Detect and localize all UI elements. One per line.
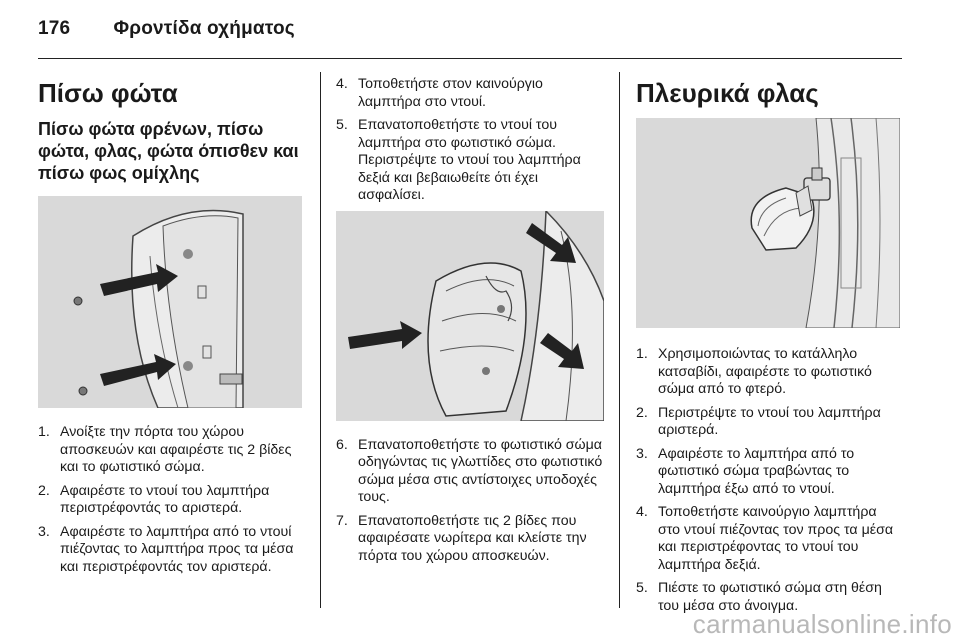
middle-steps-top <box>336 76 604 205</box>
list-item: 4. Τοποθετήστε στον καινούργιο λαμπτήρα στο ντουί. <box>336 76 543 110</box>
middle-column <box>336 76 604 571</box>
side-indicator-illustration <box>636 118 900 328</box>
list-item: 3. Αφαιρέστε το λαμπτήρα από το ντουί πιέζοντας το λαμπτήρα προς τα μέσα και περιστρέφοντάς τον αριστερά. <box>38 523 294 575</box>
right-steps <box>636 346 902 615</box>
column-divider-2 <box>619 72 620 608</box>
list-item: 2. Αφαιρέστε το ντουί του λαμπτήρα περιστρέφοντάς το αριστερά. <box>38 482 270 516</box>
chapter-title: Φροντίδα οχήματος <box>113 18 295 39</box>
subsection-title: Πίσω φώτα φρένων, πίσω φώτα, φλας, φώτα όπισθεν και πίσω φως ομίχλης <box>38 119 299 183</box>
rear-light-illustration <box>38 196 302 408</box>
right-column <box>636 70 902 621</box>
list-item: 4. Τοποθετήστε καινούργιο λαμπτήρα στο ντουί πιέζοντας τον προς τα μέσα και περιστρέφοντας το ντουί του λαμπτήρα δεξιά. <box>636 504 894 573</box>
figure-rear-light-install <box>336 211 604 421</box>
list-item: 5. Πιέστε το φωτιστικό σώμα στη θέση του μέσα στο άνοιγμα. <box>636 580 882 614</box>
page-header <box>38 18 295 40</box>
list-item: 1. Ανοίξτε την πόρτα του χώρου αποσκευών και αφαιρέστε τις 2 βίδες και το φωτιστικό σώμα. <box>38 424 292 475</box>
list-item: 7. Επανατοποθετήστε τις 2 βίδες που αφαιρέσατε νωρίτερα και κλείστε την πόρτα του χώρου αποσκευών. <box>336 512 587 564</box>
section-title-side-indicators: Πλευρικά φλας <box>636 78 819 108</box>
section-title-rear-lights: Πίσω φώτα <box>38 78 178 108</box>
list-item: 6. Επανατοποθετήστε το φωτιστικό σώμα οδηγώντας τις γλωττίδες στο φωτιστικό σώμα μέσα στις αντίστοιχες υποδοχές τους. <box>336 436 603 505</box>
rear-light-install-illustration <box>336 211 604 421</box>
list-item: 5. Επανατοποθετήστε το ντουί του λαμπτήρα στο φωτιστικό σώμα. Περιστρέψτε το ντουί του λαμπτήρα δεξιά και βεβαιωθείτε ότι έχει ασφαλίσει. <box>336 117 581 203</box>
left-column <box>38 70 304 582</box>
left-steps <box>38 424 304 576</box>
column-divider-1 <box>320 72 321 608</box>
middle-steps-bottom <box>336 437 604 566</box>
list-item: 3. Αφαιρέστε το λαμπτήρα από το φωτιστικό σώμα τραβώντας το λαμπτήρα έξω από το ντουί. <box>636 445 855 497</box>
page-number: 176 <box>38 18 71 39</box>
figure-rear-light-screws <box>38 196 302 408</box>
header-rule <box>38 58 902 59</box>
list-item: 2. Περιστρέψτε το ντουί του λαμπτήρα αριστερά. <box>636 404 881 438</box>
arrow-icon <box>348 321 422 349</box>
list-item: 1. Χρησιμοποιώντας το κατάλληλο κατσαβίδι, αφαιρέστε το φωτιστικό σώμα από το φτερό. <box>636 346 872 397</box>
watermark: carmanualsonline.info <box>692 609 952 639</box>
figure-side-indicator <box>636 118 900 328</box>
